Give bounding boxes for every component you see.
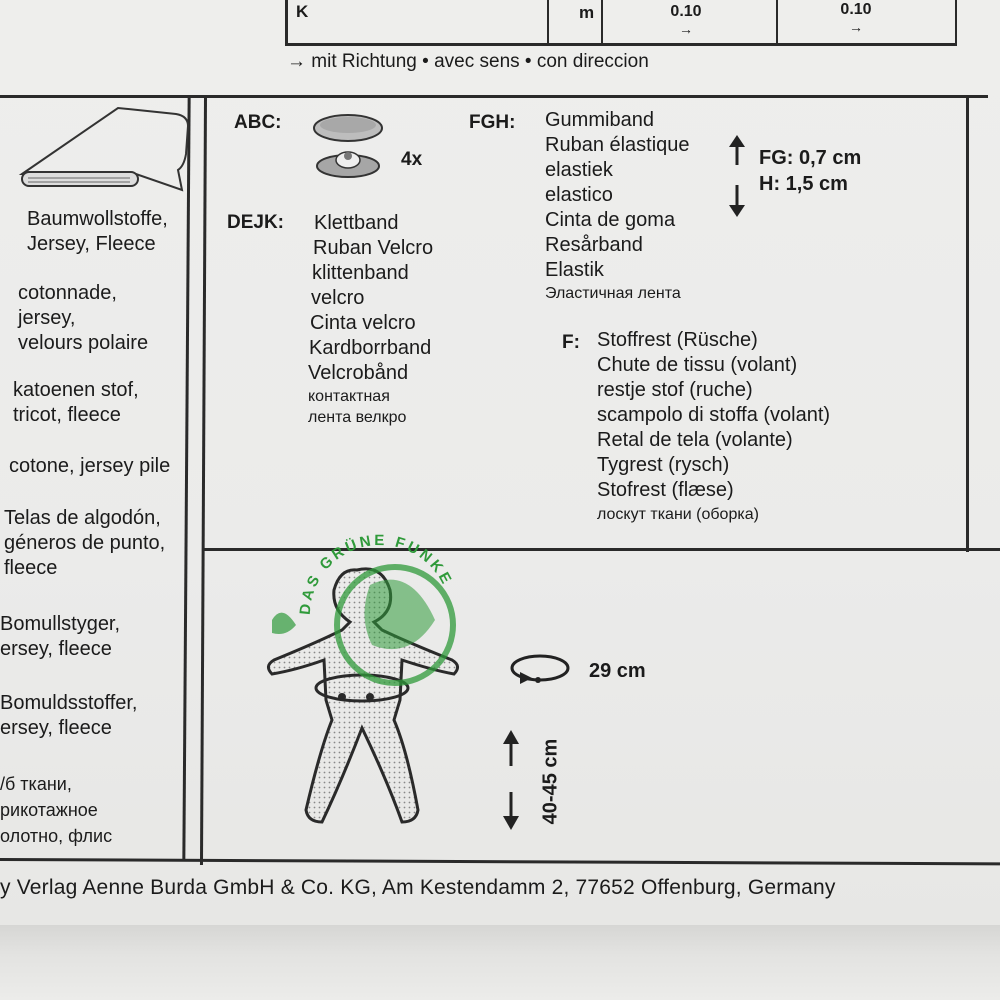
table-border — [285, 43, 957, 46]
elastic-name: Cinta de goma — [545, 209, 676, 231]
fabric-scrap-name: Chute de tissu (volant) — [597, 354, 798, 376]
box-border-top — [0, 95, 988, 98]
table-border — [601, 0, 603, 46]
notion-label-f: F: — [562, 332, 580, 353]
box-border-right — [966, 95, 969, 552]
publisher-footer: y Verlag Aenne Burda GmbH & Co. KG, Am Kestendamm 2, 77652 Offenburg, Germany — [0, 876, 836, 899]
green-stamp — [260, 525, 490, 705]
table-border — [955, 0, 957, 46]
fabric-scrap-name: restje stof (ruche) — [597, 379, 753, 401]
fabric-suggestion-de: Baumwollstoffe, Jersey, Fleece — [27, 208, 168, 255]
fabric-scrap-name: Stoffrest (Rüsche) — [597, 329, 758, 351]
direction-note: → mit Richtung • avec sens • con direccion — [287, 51, 649, 72]
velcro-name: velcro — [311, 287, 365, 309]
fabric-amount-1: 0.10 — [670, 3, 702, 20]
velcro-name: Kardborrband — [309, 337, 432, 359]
fabric-scrap-name: Stofrest (flæse) — [597, 479, 734, 501]
velcro-list — [308, 211, 433, 428]
velcro-name-ru: контактная — [308, 388, 390, 405]
fabric-scrap-name: scampolo di stoffa (volant) — [597, 404, 831, 426]
column-divider — [182, 95, 190, 861]
elastic-name-ru: Эластичная лента — [545, 285, 681, 302]
velcro-name: Velcrobånd — [308, 362, 409, 384]
velcro-name: Klettband — [314, 212, 399, 234]
elastic-name: Resårband — [545, 234, 643, 256]
notion-label-fgh: FGH: — [469, 112, 516, 133]
elastic-name: elastiek — [545, 159, 613, 181]
velcro-name-ru: лента велкро — [308, 409, 407, 426]
fabric-suggestion-sv: Bomullstyger, ersey, fleece — [0, 613, 121, 660]
grain-arrow-icon: → — [679, 21, 693, 37]
stamp-text: DAS GRÜNE FUNKE — [296, 531, 456, 616]
velcro-name: Ruban Velcro — [313, 237, 434, 259]
fabric-scrap-name-ru: лоскут ткани (оборка) — [597, 506, 759, 523]
fabric-amount-2: 0.10 — [840, 1, 872, 18]
elastic-name: Ruban élastique — [545, 134, 690, 156]
snap-quantity: 4x — [401, 149, 423, 170]
height-arrow-icon — [500, 730, 522, 830]
fabric-scrap-list — [597, 328, 830, 527]
row-label: K — [296, 2, 309, 21]
elastic-width-fg: FG: 0,7 cm — [759, 147, 862, 169]
elastic-name: Gummiband — [545, 109, 654, 131]
fabric-suggestion-da: Bomuldsstoffer, ersey, fleece — [0, 692, 138, 739]
elastic-name: Elastik — [545, 259, 604, 281]
velcro-name: Cinta velcro — [310, 312, 416, 334]
width-arrow-icon — [726, 135, 748, 217]
elastic-list — [545, 108, 690, 305]
notion-label-dejk: DEJK: — [227, 212, 285, 233]
box-border-bottom — [0, 858, 1000, 865]
fabric-bolt-icon — [18, 104, 194, 196]
fabric-suggestion-nl: katoenen stof, tricot, fleece — [13, 379, 139, 426]
unit-label: m — [579, 3, 595, 22]
height-measurement: 40-45 cm — [539, 738, 562, 825]
notion-label-abc: ABC: — [234, 112, 282, 133]
table-border — [285, 0, 288, 46]
table-surface — [0, 925, 1000, 1000]
elastic-width-h: H: 1,5 cm — [759, 173, 848, 195]
fabric-scrap-name: Retal de tela (volante) — [597, 429, 793, 451]
table-border — [776, 0, 778, 46]
velcro-name: klittenband — [312, 262, 409, 284]
table-border — [547, 0, 549, 46]
column-divider — [200, 95, 207, 865]
grain-arrow-icon: → — [849, 19, 863, 35]
snap-button-icon — [310, 110, 388, 182]
fabric-suggestion-it: cotone, jersey pile — [9, 455, 171, 477]
waist-measure-icon — [508, 650, 572, 690]
fabric-suggestion-fr: cotonnade, jersey, velours polaire — [18, 282, 149, 354]
fabric-suggestion-ru: /б ткани, рикотажное олотно, флис — [0, 774, 113, 846]
waist-measurement: 29 cm — [589, 660, 646, 682]
elastic-name: elastico — [545, 184, 613, 206]
fabric-scrap-name: Tygrest (rysch) — [597, 454, 730, 476]
fabric-suggestion-es: Telas de algodón, géneros de punto, fleece — [4, 507, 166, 579]
